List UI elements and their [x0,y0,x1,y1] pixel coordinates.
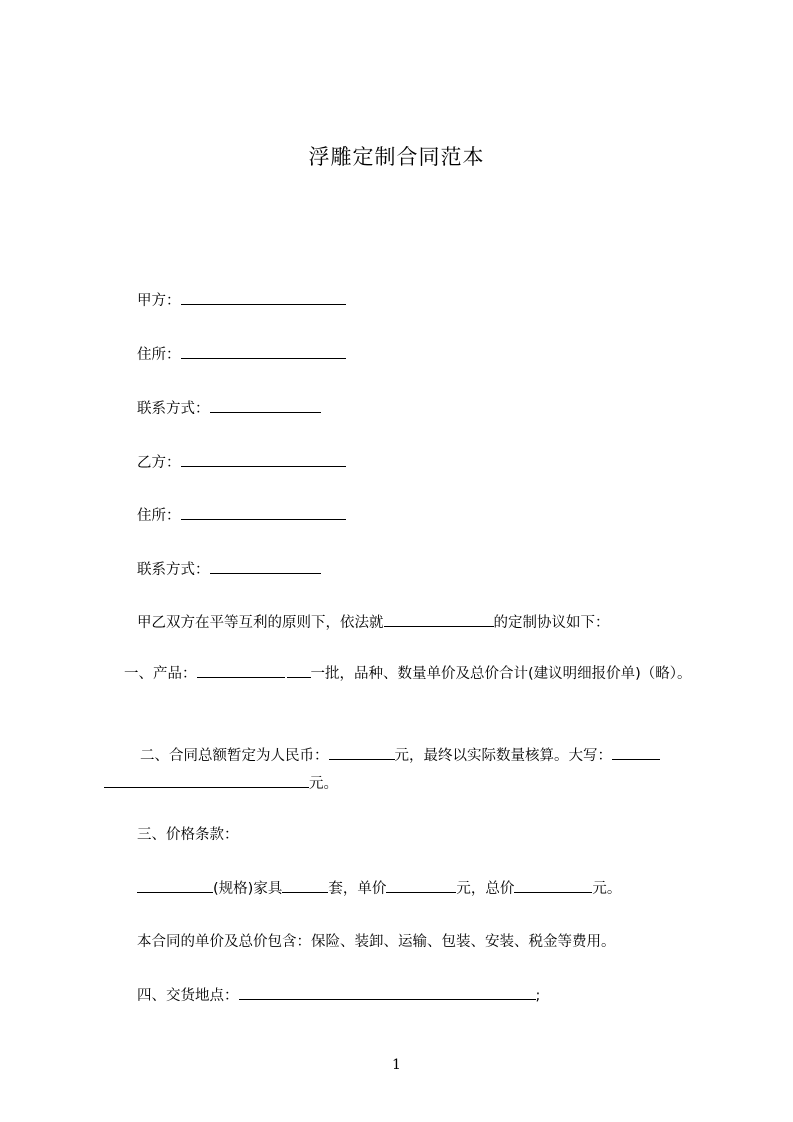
party-b-contact-line [137,559,321,580]
party-b-label: 乙方： [137,455,181,471]
party-a-blank [181,290,346,305]
party-a-address-line [137,344,346,365]
party-a-address-label: 住所： [137,347,181,363]
price-spec-blank [137,878,213,893]
party-b-line [137,452,346,473]
party-a-line [137,290,346,311]
clause-4-line [137,985,540,1006]
clause-2-mid: 元，最终以实际数量核算。大写： [394,748,612,764]
clause-1-blank-b [287,663,311,678]
party-a-contact-blank [210,398,321,413]
price-spec: (规格)家具 [213,881,283,897]
price-line [137,878,621,899]
clause-4-end: ; [535,988,541,1004]
price-end: 元。 [592,881,622,897]
party-a-address-blank [181,344,346,359]
clause-2-end: 元。 [309,776,338,792]
intro-after: 的定制协议如下： [493,615,610,631]
intro-line [137,612,610,633]
party-b-blank [181,452,346,467]
party-a-label: 甲方： [137,293,181,309]
party-b-contact-label: 联系方式： [137,562,210,578]
clause-4-blank [239,985,536,1000]
party-b-address-label: 住所： [137,508,181,524]
clause-4-prefix: 四、交货地点： [137,988,239,1004]
party-a-contact-label: 联系方式： [137,401,210,417]
clause-1 [104,660,704,688]
price-total: 元，总价 [456,881,515,897]
document-title: 浮雕定制合同范本 [308,145,485,169]
party-b-contact-blank [210,559,321,574]
party-b-address-line [137,505,346,526]
clause-2-prefix: 二、合同总额暂定为人民币： [140,748,329,764]
clause-1-prefix: 一、产品： [124,666,197,682]
party-b-address-blank [181,505,346,520]
clause-2 [104,742,704,798]
price-sets: 套，单价 [328,881,387,897]
price-include-line: 本合同的单价及总价包含：保险、装卸、运输、包装、安装、税金等费用。 [137,934,616,950]
clause-2-words-blank-a [612,745,660,760]
page-number: 1 [392,1057,401,1073]
clause-1-blank-a [197,663,285,678]
price-sets-blank [282,878,328,893]
intro-before: 甲乙双方在平等互利的原则下，依法就 [137,615,384,631]
party-a-contact-line [137,398,321,419]
clause-2-words-blank-b [104,773,309,788]
clause-2-amount-blank [329,745,395,760]
clause-3-heading: 三、价格条款： [137,827,239,843]
price-unit-blank [386,878,456,893]
intro-blank [384,612,494,627]
clause-1-text: 一批，品种、数量单价及总价合计(建议明细报价单)（略）。 [310,666,692,682]
price-total-blank [514,878,592,893]
